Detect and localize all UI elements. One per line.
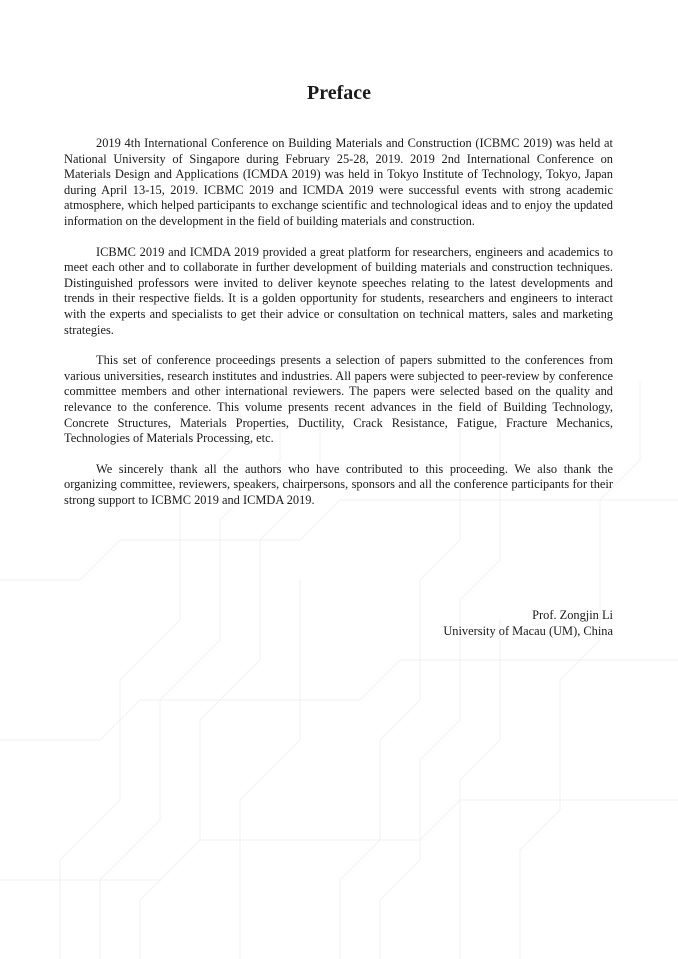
preface-body — [64, 136, 613, 523]
signature-name: Prof. Zongjin Li — [532, 608, 613, 622]
page-title: Preface — [306, 82, 372, 104]
paragraph-3: This set of conference proceedings presents a selection of papers submitted to the conferences from various universities, research institutes and industries. All papers were subjected to peer-review by conference committee members and other international reviewers. The papers were selected based on the quality and relevance to the conference. This volume presents recent advances in the field of Building Technology, Concrete Structures, Materials Properties, Ductility, Crack Resistance, Fatigue, Fracture Mechanics, Technologies of Materials Processing, etc. — [64, 353, 613, 446]
paragraph-2: ICBMC 2019 and ICMDA 2019 provided a great platform for researchers, engineers and academics to meet each other and to collaborate in further development of building materials and construction techniques. Distinguished professors were invited to deliver keynote speeches relating to the latest developments and trends in their respective fields. It is a golden opportunity for students, researchers and engineers to interact with the experts and specialists to get their advice or consultation on technical matters, sales and marketing strategies. — [64, 244, 613, 337]
paragraph-4: We sincerely thank all the authors who have contributed to this proceeding. We also thank the organizing committee, reviewers, speakers, chairpersons, sponsors and all the conference participants for their strong support to ICBMC 2019 and ICMDA 2019. — [64, 461, 613, 507]
signature-block — [443, 607, 613, 639]
paragraph-1: 2019 4th International Conference on Building Materials and Construction (ICBMC 2019) was held at National University of Singapore during February 25-28, 2019. 2019 2nd International Conference on Materials Design and Applications (ICMDA 2019) was held in Tokyo Institute of Technology, Tokyo, Japan during April 13-15, 2019. ICBMC 2019 and ICMDA 2019 were successful events with strong academic atmosphere, which helped participants to exchange scientific and technological ideas and to enjoy the updated information on the development in the field of building materials and construction. — [64, 136, 613, 228]
signature-affiliation: University of Macau (UM), China — [443, 624, 613, 638]
